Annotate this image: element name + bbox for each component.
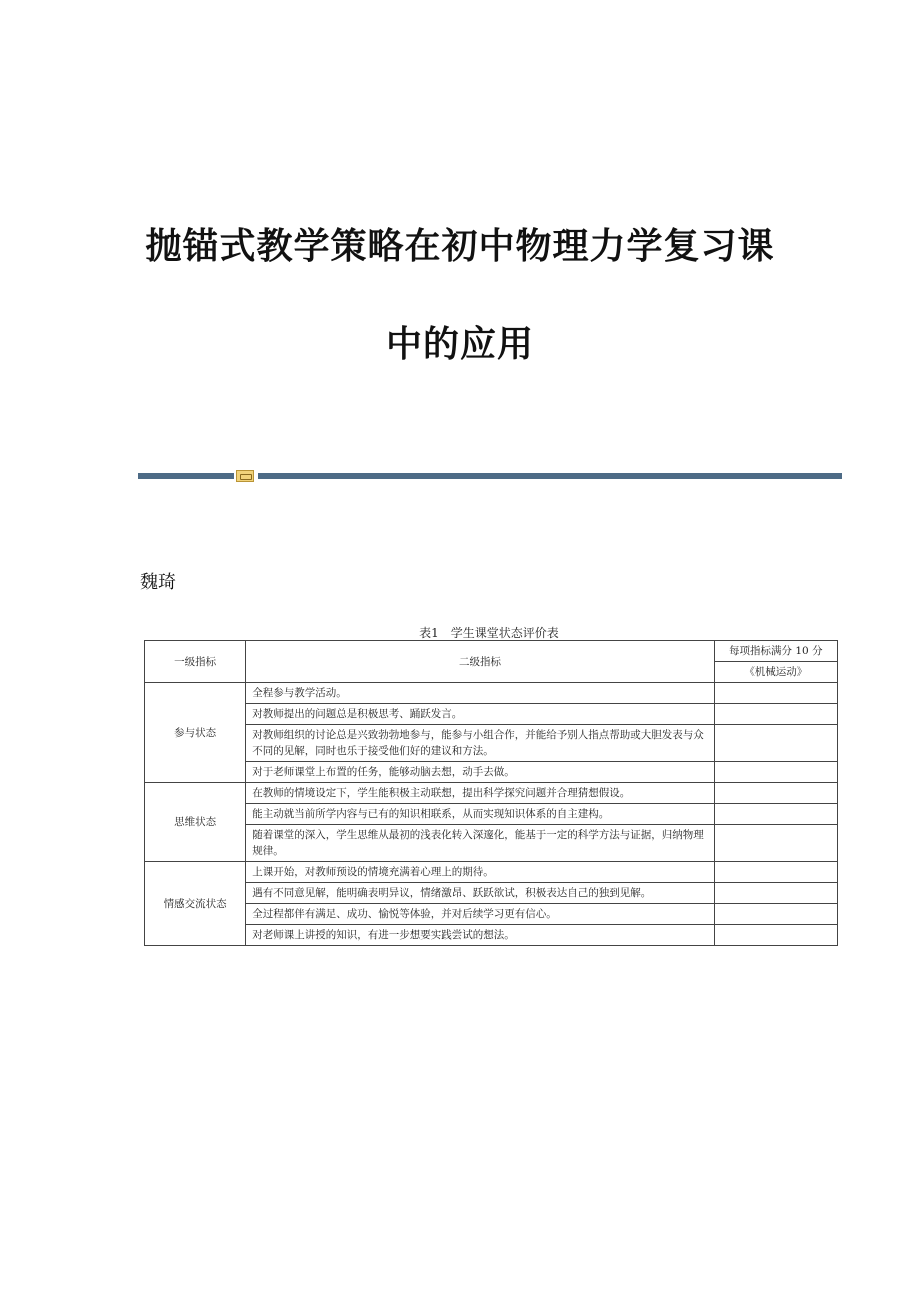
table-row — [145, 725, 838, 762]
item-cell: 对教师提出的问题总是积极思考、踊跃发言。 — [246, 704, 714, 725]
group-label: 参与状态 — [145, 683, 246, 783]
table-row — [145, 683, 838, 704]
score-cell — [714, 783, 837, 804]
document-title-line-2: 中的应用 — [385, 323, 534, 365]
divider-emblem-icon — [236, 470, 254, 482]
section-divider — [138, 470, 842, 480]
table-caption: 表1 学生课堂状态评价表 — [419, 626, 559, 640]
table-row — [145, 825, 838, 862]
table-header-row — [145, 641, 838, 662]
table-row — [145, 883, 838, 904]
item-cell: 上课开始，对教师预设的情境充满着心理上的期待。 — [246, 862, 714, 883]
score-cell — [714, 904, 837, 925]
table-row — [145, 804, 838, 825]
header-col3-top: 每项指标满分 10 分 — [714, 641, 837, 662]
item-cell: 对教师组织的讨论总是兴致勃勃地参与，能参与小组合作，并能给予别人指点帮助或大胆发表与众不同的见解，同时也乐于接受他们好的建议和方法。 — [246, 725, 714, 762]
group-label: 情感交流状态 — [145, 862, 246, 946]
item-cell: 遇有不同意见解，能明确表明异议，情绪激昂、跃跃欲试，积极表达自己的独到见解。 — [246, 883, 714, 904]
score-cell — [714, 862, 837, 883]
score-cell — [714, 762, 837, 783]
header-col1: 一级指标 — [145, 641, 246, 683]
score-cell — [714, 804, 837, 825]
item-cell: 随着课堂的深入，学生思维从最初的浅表化转入深邃化，能基于一定的科学方法与证据，归纳物理规律。 — [246, 825, 714, 862]
score-cell — [714, 683, 837, 704]
divider-bar-left — [138, 473, 234, 479]
header-col2: 二级指标 — [246, 641, 714, 683]
table-row — [145, 783, 838, 804]
table-row — [145, 762, 838, 783]
document-title-line-1: 抛锚式教学策略在初中物理力学复习课 — [145, 225, 775, 267]
table-row — [145, 925, 838, 946]
score-cell — [714, 725, 837, 762]
table-row — [145, 862, 838, 883]
evaluation-table — [144, 640, 838, 946]
table-row — [145, 704, 838, 725]
item-cell: 全过程都伴有满足、成功、愉悦等体验，并对后续学习更有信心。 — [246, 904, 714, 925]
score-cell — [714, 925, 837, 946]
item-cell: 对老师课上讲授的知识，有进一步想要实践尝试的想法。 — [246, 925, 714, 946]
table-row — [145, 904, 838, 925]
score-cell — [714, 883, 837, 904]
divider-bar-right — [258, 473, 842, 479]
item-cell: 对于老师课堂上布置的任务，能够动脑去想，动手去做。 — [246, 762, 714, 783]
item-cell: 全程参与教学活动。 — [246, 683, 714, 704]
score-cell — [714, 825, 837, 862]
item-cell: 在教师的情境设定下，学生能积极主动联想，提出科学探究问题并合理猜想假设。 — [246, 783, 714, 804]
score-cell — [714, 704, 837, 725]
author-name: 魏琦 — [140, 572, 176, 593]
item-cell: 能主动就当前所学内容与已有的知识相联系，从而实现知识体系的自主建构。 — [246, 804, 714, 825]
header-col3-bottom: 《机械运动》 — [714, 662, 837, 683]
group-label: 思维状态 — [145, 783, 246, 862]
